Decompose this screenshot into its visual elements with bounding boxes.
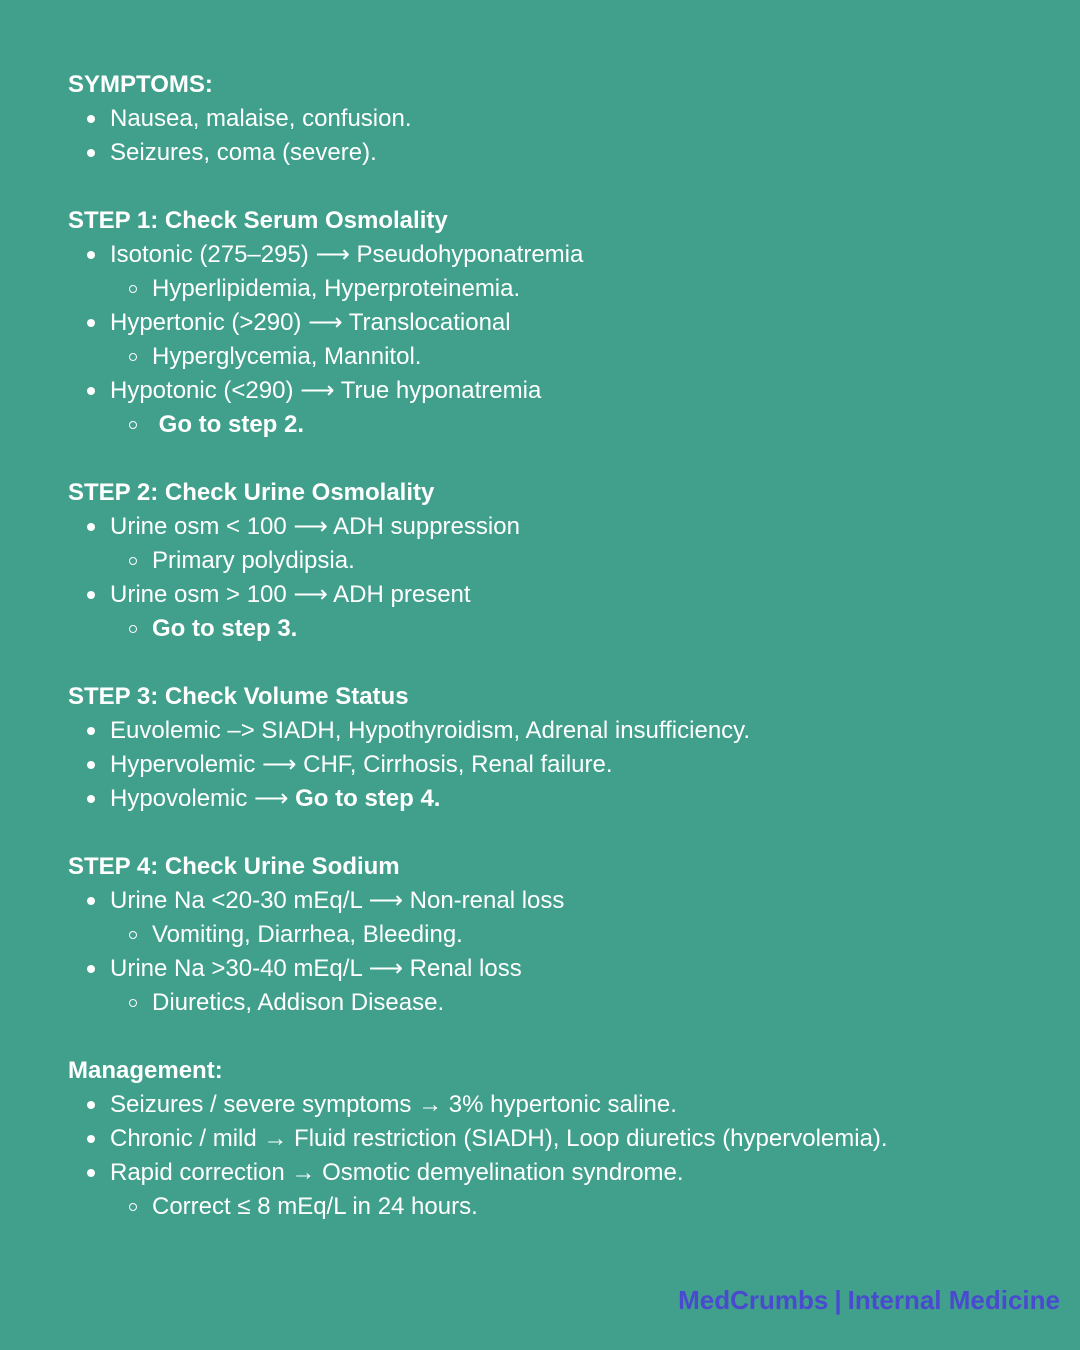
management-item-seizures: Seizures / severe symptoms → 3% hypertonic saline. <box>68 1088 1058 1122</box>
symptoms-section <box>68 68 1058 170</box>
step1-item-isotonic: Isotonic (275–295) ⟶ Pseudohyponatremia <box>68 238 1058 272</box>
step3-item-hypovolemic-text: Hypovolemic ⟶ <box>110 785 296 812</box>
footer-brand <box>678 1283 1060 1317</box>
step4-subitem-renal: Diuretics, Addison Disease. <box>68 986 1058 1020</box>
step4-section <box>68 850 1058 1020</box>
step3-heading: STEP 3: Check Volume Status <box>68 683 409 710</box>
step3-item-euvolemic: Euvolemic –> SIADH, Hypothyroidism, Adrenal insufficiency. <box>68 714 1058 748</box>
step2-item-low: Urine osm < 100 ⟶ ADH suppression <box>68 510 1058 544</box>
step3-item-hypovolemic <box>68 782 1058 816</box>
management-section <box>68 1054 1058 1224</box>
management-item-rapid-correction: Rapid correction → Osmotic demyelination syndrome. <box>68 1156 1058 1190</box>
management-subitem-correction-limit: Correct ≤ 8 mEq/L in 24 hours. <box>68 1190 1058 1224</box>
symptom-item: Seizures, coma (severe). <box>68 136 1058 170</box>
step4-subitem-non-renal: Vomiting, Diarrhea, Bleeding. <box>68 918 1058 952</box>
symptom-item: Nausea, malaise, confusion. <box>68 102 1058 136</box>
content <box>68 68 1058 1258</box>
step1-subitem-isotonic: Hyperlipidemia, Hyperproteinemia. <box>68 272 1058 306</box>
step2-heading: STEP 2: Check Urine Osmolality <box>68 479 435 506</box>
step2-item-high: Urine osm > 100 ⟶ ADH present <box>68 578 1058 612</box>
step1-item-hypertonic: Hypertonic (>290) ⟶ Translocational <box>68 306 1058 340</box>
section-name: Internal Medicine <box>847 1285 1060 1315</box>
step1-heading: STEP 1: Check Serum Osmolality <box>68 207 448 234</box>
step3-section <box>68 680 1058 816</box>
step2-section <box>68 476 1058 646</box>
step4-item-renal: Urine Na >30-40 mEq/L ⟶ Renal loss <box>68 952 1058 986</box>
step4-heading: STEP 4: Check Urine Sodium <box>68 853 400 880</box>
step2-subitem-go-to-step3: Go to step 3. <box>68 612 1058 646</box>
footer-separator: | <box>834 1285 842 1315</box>
step1-subitem-hypertonic: Hyperglycemia, Mannitol. <box>68 340 1058 374</box>
symptoms-heading: SYMPTOMS: <box>68 71 213 98</box>
step4-item-non-renal: Urine Na <20-30 mEq/L ⟶ Non-renal loss <box>68 884 1058 918</box>
management-heading: Management: <box>68 1057 223 1084</box>
brand-name: MedCrumbs <box>678 1285 829 1315</box>
step3-item-hypervolemic: Hypervolemic ⟶ CHF, Cirrhosis, Renal failure. <box>68 748 1058 782</box>
step3-go-to-step4: Go to step 4. <box>295 785 441 812</box>
step1-subitem-go-to-step2: Go to step 2. <box>68 408 1058 442</box>
step2-subitem-low: Primary polydipsia. <box>68 544 1058 578</box>
step1-section <box>68 204 1058 442</box>
step1-item-hypotonic: Hypotonic (<290) ⟶ True hyponatremia <box>68 374 1058 408</box>
management-item-chronic: Chronic / mild → Fluid restriction (SIADH), Loop diuretics (hypervolemia). <box>68 1122 1058 1156</box>
